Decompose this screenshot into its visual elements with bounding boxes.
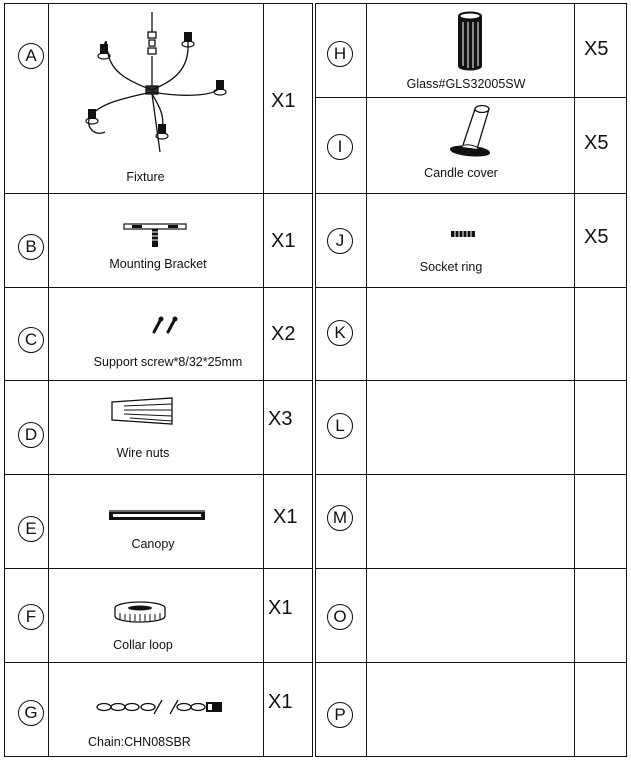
wire-nuts-icon	[110, 396, 176, 426]
part-name: Chain:CHN08SBR	[88, 735, 191, 749]
part-letter: H	[327, 41, 353, 67]
part-name: Collar loop	[113, 638, 173, 652]
glass-shade-icon	[456, 10, 484, 72]
part-name: Glass#GLS32005SW	[406, 77, 526, 91]
part-qty: X1	[268, 691, 293, 713]
right-row-divider	[315, 380, 627, 381]
part-qty: X1	[268, 597, 293, 619]
part-qty: X5	[584, 226, 609, 248]
part-letter: D	[18, 422, 44, 448]
left-row-divider	[4, 474, 313, 475]
part-qty: X2	[271, 323, 296, 345]
part-qty: X3	[268, 408, 293, 430]
part-qty: X5	[584, 38, 609, 60]
support-screw-icon	[150, 315, 182, 335]
part-letter: A	[18, 43, 44, 69]
part-letter: E	[18, 516, 44, 542]
part-qty: X5	[584, 132, 609, 154]
part-name: Canopy	[131, 537, 175, 551]
part-letter: G	[18, 700, 44, 726]
part-qty: X1	[271, 90, 296, 112]
part-name: Mounting Bracket	[109, 257, 207, 271]
collar-loop-icon	[112, 600, 168, 624]
part-letter: J	[327, 228, 353, 254]
part-name: Fixture	[126, 170, 165, 184]
canopy-icon	[107, 509, 207, 523]
left-row-divider	[4, 380, 313, 381]
left-row-divider	[4, 193, 313, 194]
part-letter: C	[18, 327, 44, 353]
left-row-divider	[4, 662, 313, 663]
part-name: Wire nuts	[116, 446, 170, 460]
part-letter: P	[327, 702, 353, 728]
part-letter: L	[327, 413, 353, 439]
part-letter: F	[18, 604, 44, 630]
right-row-divider	[315, 193, 627, 194]
part-letter: K	[327, 320, 353, 346]
right-row-divider	[315, 568, 627, 569]
candle-cover-icon	[448, 103, 498, 159]
part-letter: B	[18, 234, 44, 260]
right-row-divider	[315, 97, 627, 98]
part-qty: X1	[273, 506, 298, 528]
fixture-chandelier-icon	[80, 12, 240, 162]
part-letter: O	[327, 604, 353, 630]
socket-ring-icon	[449, 229, 477, 239]
part-letter: I	[327, 134, 353, 160]
part-qty: X1	[271, 230, 296, 252]
part-name: Candle cover	[424, 166, 498, 180]
right-row-divider	[315, 662, 627, 663]
part-name: Support screw*8/32*25mm	[93, 355, 243, 369]
mounting-bracket-icon	[124, 222, 188, 252]
right-row-divider	[315, 474, 627, 475]
part-name: Socket ring	[419, 260, 483, 274]
chain-icon	[96, 696, 228, 718]
left-row-divider	[4, 287, 313, 288]
right-row-divider	[315, 287, 627, 288]
part-letter: M	[327, 505, 353, 531]
left-row-divider	[4, 568, 313, 569]
